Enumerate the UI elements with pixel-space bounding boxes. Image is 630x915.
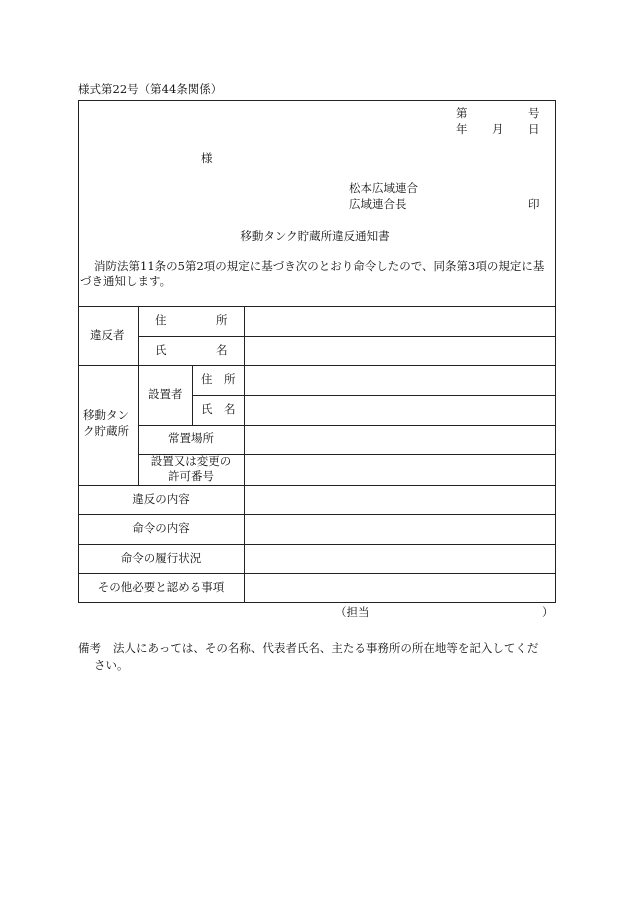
- violation-content-label: 違反の内容: [132, 492, 190, 506]
- installer-label: 設置者: [148, 387, 183, 401]
- storage-place-label: 常置場所: [168, 431, 214, 445]
- body-line-1: 消防法第11条の5第2項の規定に基づき次のとおり命令したので、同条第3項の規定に基: [94, 259, 545, 273]
- row-line: [138, 336, 556, 337]
- addressee-suffix: 様: [201, 151, 213, 165]
- issuer-org: 松本広域連合: [349, 181, 418, 195]
- installer-name-label-b: 名: [224, 402, 236, 416]
- col-line: [244, 306, 245, 603]
- violator-name-label-a: 氏: [155, 343, 167, 357]
- row-line: [138, 425, 556, 426]
- permit-label-1: 設置又は変更の: [150, 454, 232, 468]
- order-status-label: 命令の履行状況: [120, 551, 202, 565]
- order-content-label: 命令の内容: [132, 521, 190, 535]
- violator-name-label-b: 名: [216, 343, 228, 357]
- installer-address-label-b: 所: [224, 372, 236, 386]
- violator-label: 違反者: [90, 328, 125, 342]
- number-suffix: 号: [528, 106, 540, 120]
- body-line-2: づき通知します。: [80, 274, 172, 288]
- row-line: [78, 485, 556, 486]
- issuer-title: 広域連合長: [349, 197, 407, 211]
- remarks-line-2: さい。: [94, 658, 129, 672]
- row-line: [78, 544, 556, 545]
- remarks-label: 備考: [78, 641, 101, 655]
- permit-label-2: 許可番号: [168, 469, 214, 483]
- row-line: [78, 365, 556, 366]
- date-day: 日: [528, 122, 540, 136]
- table-top-line: [78, 306, 556, 307]
- violator-address-label-b: 所: [216, 313, 228, 327]
- date-year: 年: [456, 122, 468, 136]
- number-prefix: 第: [456, 106, 468, 120]
- tank-storage-label-1: 移動タン: [83, 408, 129, 422]
- installer-address-label-a: 住: [201, 372, 213, 386]
- row-line: [78, 573, 556, 574]
- form-number: 様式第22号（第44条関係）: [78, 82, 223, 96]
- remarks-line-1: 法人にあっては、その名称、代表者氏名、主たる事務所の所在地等を記入してくだ: [113, 641, 539, 655]
- row-line: [78, 514, 556, 515]
- col-line: [138, 306, 139, 365]
- installer-name-label-a: 氏: [201, 402, 213, 416]
- date-month: 月: [492, 122, 504, 136]
- col-line: [192, 365, 193, 425]
- other-matters-label: その他必要と認める事項: [97, 580, 225, 594]
- seal-mark: 印: [528, 197, 540, 211]
- contact-open: （担当: [335, 605, 370, 619]
- document-title: 移動タンク貯蔵所違反通知書: [240, 229, 390, 243]
- violator-address-label-a: 住: [155, 313, 167, 327]
- row-line: [192, 395, 556, 396]
- tank-storage-label-2: ク貯蔵所: [83, 424, 129, 438]
- contact-close: ）: [542, 605, 554, 619]
